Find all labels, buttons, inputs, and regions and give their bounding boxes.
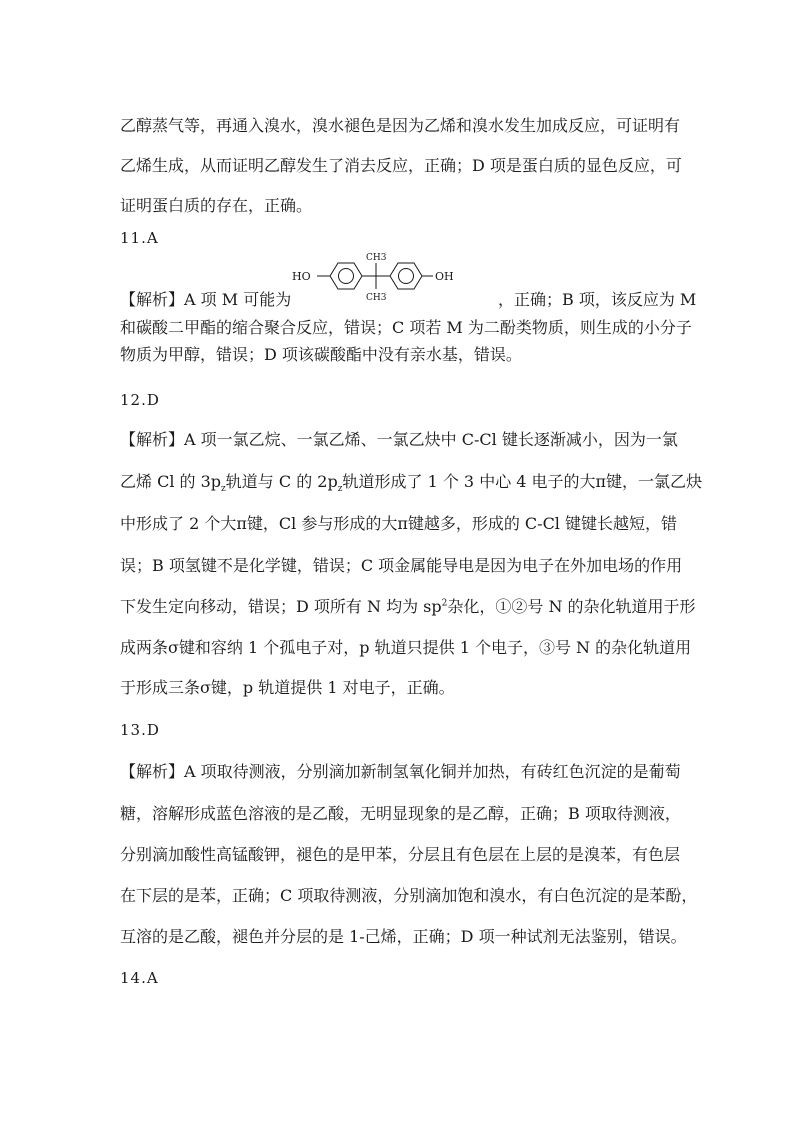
paragraph-line: 分别滴加酸性高锰酸钾，褪色的是甲苯，分层且有色层在上层的是溴苯，有色层	[120, 845, 681, 864]
left-benzene-ring	[330, 263, 362, 289]
paragraph-line: 误；B 项氢键不是化学键，错误；C 项金属能导电是因为电子在外加电场的作用	[120, 556, 683, 575]
paragraph-line: 物质为甲醇，错误；D 项该碳酸酯中没有亲水基，错误。	[120, 345, 522, 364]
paragraph-line: 乙烯生成，从而证明乙醇发生了消去反应，正确；D 项是蛋白质的显色反应，可	[120, 156, 682, 175]
paragraph-line: 证明蛋白质的存在，正确。	[120, 196, 313, 215]
text-span: 乙烯 Cl 的 3p	[120, 472, 222, 491]
subscript: z	[221, 484, 226, 495]
right-benzene-ring	[390, 263, 422, 289]
paragraph-line: 在下层的是苯，正确；C 项取待测液，分别滴加饱和溴水，有白色沉淀的是苯酚，	[120, 886, 698, 905]
answer-11: 11.A	[120, 229, 159, 247]
paragraph-line: ，正确；B 项，该反应为 M	[498, 290, 697, 309]
paragraph-line: 中形成了 2 个大π键，Cl 参与形成的大π键越多，形成的 C-Cl 键键长越短，错	[120, 514, 678, 533]
text-span: 杂化，①②号 N 的杂化轨道用于形	[447, 597, 696, 616]
paragraph-line: 乙醇蒸气等，再通入溴水，溴水褪色是因为乙烯和溴水发生加成反应，可证明有	[120, 116, 681, 135]
methyl-top-label: CH3	[366, 253, 387, 263]
ho-label: HO	[292, 270, 311, 283]
paragraph-line: 成两条σ键和容纳 1 个孤电子对，p 轨道只提供 1 个电子，③号 N 的杂化轨道用	[120, 638, 692, 657]
paragraph-line: 【解析】A 项取待测液，分别滴加新制氢氧化铜并加热，有砖红色沉淀的是葡萄	[120, 762, 681, 781]
paragraph-line: 【解析】A 项 M 可能为	[120, 290, 292, 309]
paragraph-line	[120, 472, 703, 495]
answer-13: 13.D	[120, 721, 160, 739]
superscript: 2	[441, 598, 448, 609]
answer-12: 12.D	[120, 391, 160, 409]
paragraph-line: 【解析】A 项一氯乙烷、一氯乙烯、一氯乙炔中 C-Cl 键长逐渐减小，因为一氯	[120, 430, 678, 449]
paragraph-line: 糖，溶解形成蓝色溶液的是乙酸，无明显现象的是乙醇，正确；B 项取待测液，	[120, 804, 681, 823]
paragraph-line: 和碳酸二甲酯的缩合聚合反应，错误；C 项若 M 为二酚类物质，则生成的小分子	[120, 318, 692, 337]
answer-14: 14.A	[120, 969, 159, 987]
right-ring-circle	[399, 269, 414, 284]
paragraph-line: 互溶的是乙酸，褪色并分层的是 1-己烯，正确；D 项一种试剂无法鉴别，错误。	[120, 927, 687, 946]
bisphenol-diagram	[290, 247, 480, 305]
text-span: 下发生定向移动，错误；D 项所有 N 均为 sp	[120, 597, 442, 616]
text-span: 轨道形成了 1 个 3 中心 4 电子的大π键，一氯乙炔	[342, 472, 703, 491]
methyl-bottom-label: CH3	[366, 293, 387, 303]
molecule-structure	[290, 247, 480, 305]
oh-label: OH	[435, 270, 454, 283]
left-ring-circle	[339, 269, 354, 284]
subscript: z	[337, 484, 343, 495]
text-span: 轨道与 C 的 2p	[225, 472, 338, 491]
paragraph-line	[120, 597, 696, 617]
paragraph-line: 于形成三条σ键，p 轨道提供 1 对电子，正确。	[120, 678, 455, 697]
